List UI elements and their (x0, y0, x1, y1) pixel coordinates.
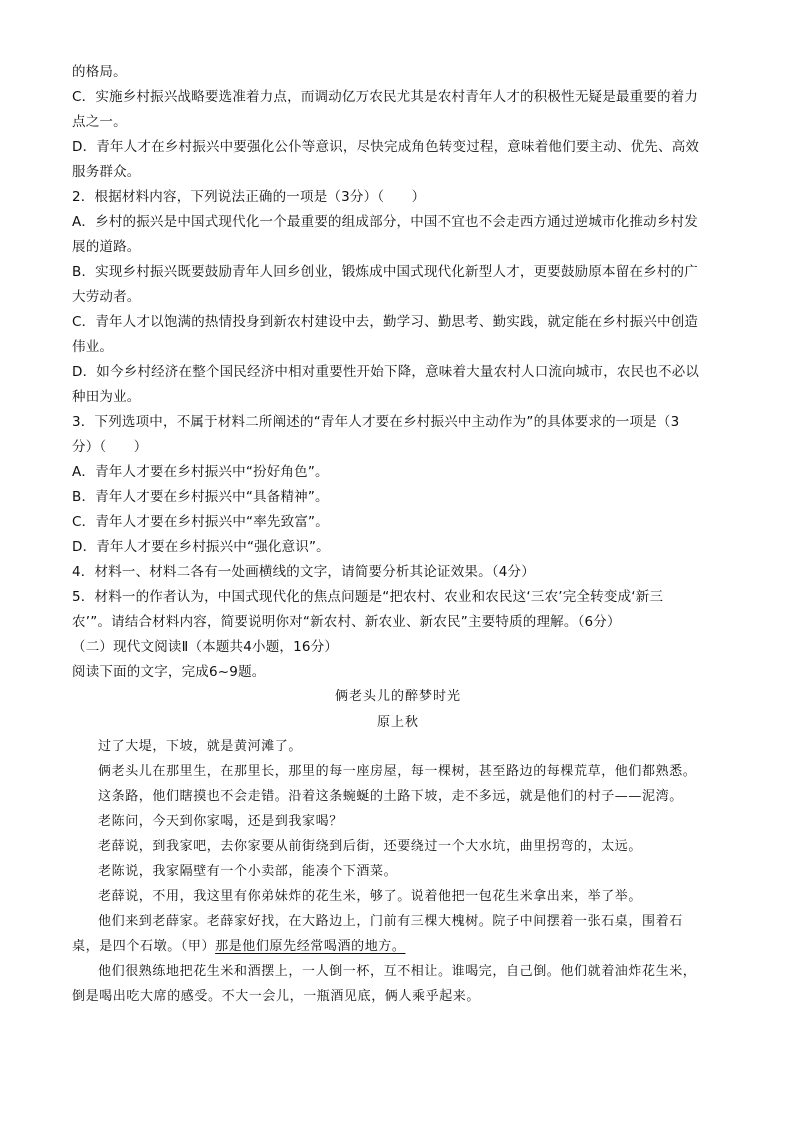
question-3: 3．下列选项中，不属于材料二所阐述的“青年人才要在乡村振兴中主动作为”的具体要求的一项是（3 (72, 414, 680, 430)
story-title: 俩老头儿的醉梦时光 (334, 689, 461, 704)
question-block (72, 60, 724, 685)
story-author: 原上秋 (376, 715, 419, 730)
option-b-line: B．青年人才要在乡村振兴中“具备精神”。 (72, 489, 329, 505)
story-paragraph: 老陈问，今天到你家喝，还是到我家喝？ (98, 814, 343, 829)
underlined-sentence-jia: 那是他们原先经常喝酒的地方。 (215, 939, 406, 954)
story-text: 桌，是四个石墩。（甲） (72, 939, 216, 954)
option-b-line: B．实现乡村振兴既要鼓励青年人回乡创业，锻炼成中国式现代化新型人才，更要鼓励原本留在乡村的广 (72, 264, 698, 280)
option-d-line: D．青年人才在乡村振兴中要强化公仆等意识，尽快完成角色转变过程，意味着他们要主动、优先、高效 (72, 139, 700, 155)
story-paragraph-continued: 倒是喝出吃大席的感受。不大一会儿，一瓶酒见底，俩人乘乎起来。 (72, 989, 481, 1004)
text-line: 种田为业。 (72, 389, 141, 405)
text-line: 分）（ ） (72, 439, 148, 455)
option-d-line: D．如今乡村经济在整个国民经济中相对重要性开始下降，意味着大量农村人口流向城市，农民也不必以 (72, 364, 700, 380)
story-paragraph: 他们来到老薛家。老薛家好找，在大路边上，门前有三棵大槐树。院子中间摆着一张石桌，围着石 (98, 914, 683, 929)
option-c-line: C．实施乡村振兴战略要选准着力点，而调动亿万农民尤其是农村青年人才的积极性无疑是最重要的着力 (72, 89, 699, 105)
story-paragraph: 老薛说，不用，我这里有你弟妹炸的花生米，够了。说着他把一包花生米拿出来，举了举。 (98, 889, 643, 904)
story-paragraph: 过了大堤，下坡，就是黄河滩了。 (98, 739, 303, 754)
story-paragraph-continued (72, 934, 724, 959)
story-paragraph: 他们很熟练地把花生米和酒摆上，一人倒一杯，互不相让。谁喝完，自己倒。他们就着油炸花生米， (98, 964, 697, 979)
story-paragraph: 老陈说，我家隔壁有一个小卖部，能凑个下酒菜。 (98, 864, 398, 879)
text-line: 大劳动者。 (72, 289, 141, 305)
question-5: 5．材料一的作者认为，中国式现代化的焦点问题是“把农村、农业和农民这‘三农’完全转变成‘新三 (72, 589, 664, 605)
story-paragraph: 俩老头儿在那里生，在那里长，那里的每一座房屋，每一棵树，甚至路边的每棵荒草，他们都熟悉。 (98, 764, 697, 779)
story-paragraph: 这条路，他们瞎摸也不会走错。沿着这条蜿蜒的土路下坡，走不多远，就是他们的村子——泥湾。 (98, 789, 683, 804)
option-c-line: C．青年人才要在乡村振兴中“率先致富”。 (72, 514, 329, 530)
section-heading: （二）现代文阅读Ⅱ（本题共4小题，16分） (72, 639, 339, 655)
text-line: 农’”。请结合材料内容，简要说明你对“新农村、新农业、新农民”主要特质的理解。（6分） (72, 614, 621, 630)
text-line: 伟业。 (72, 339, 114, 355)
option-a-line: A．乡村的振兴是中国式现代化一个最重要的组成部分，中国不宜也不会走西方通过逆城市化推动乡村发 (72, 214, 698, 230)
question-2: 2．根据材料内容，下列说法正确的一项是（3分）（ ） (72, 189, 426, 205)
text-line: 展的道路。 (72, 239, 141, 255)
instructions: 阅读下面的文字，完成6~9题。 (72, 664, 266, 680)
option-d-line: D．青年人才要在乡村振兴中“强化意识”。 (72, 539, 330, 555)
text-line: 点之一。 (72, 114, 127, 130)
text-line: 的格局。 (72, 64, 127, 80)
question-4: 4．材料一、材料二各有一处画横线的文字，请简要分析其论证效果。（4分） (72, 564, 535, 580)
story-paragraph: 老薛说，到我家吧，去你家要从前街绕到后街，还要绕过一个大水坑，曲里拐弯的，太远。 (98, 839, 643, 854)
option-c-line: C．青年人才以饱满的热情投身到新农村建设中去，勤学习、勤思考、勤实践，就定能在乡村振兴中创造 (72, 314, 699, 330)
text-line: 服务群众。 (72, 164, 141, 180)
option-a-line: A．青年人才要在乡村振兴中“扮好角色”。 (72, 464, 329, 480)
